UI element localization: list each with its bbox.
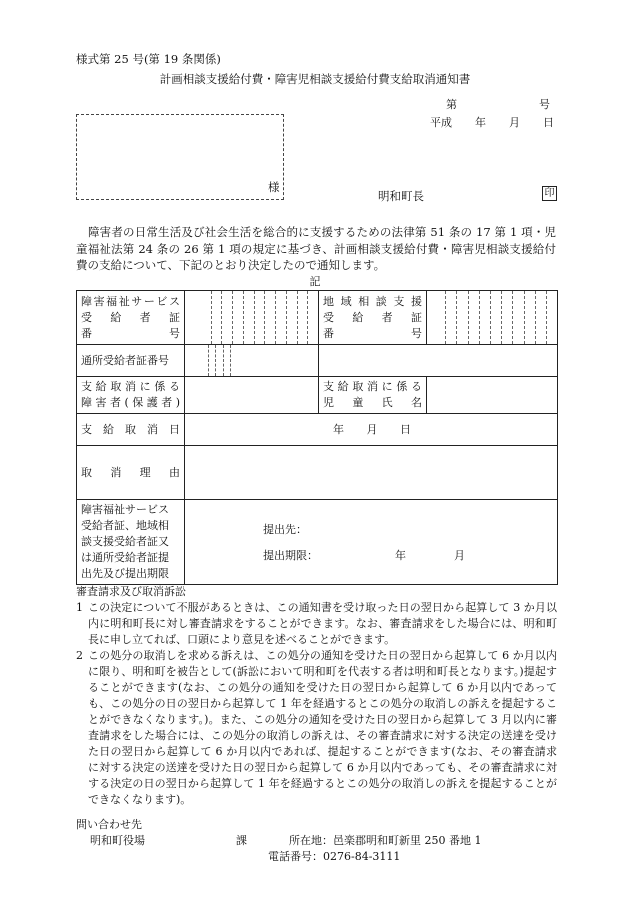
- review-item-1: [76, 600, 557, 648]
- child-label: 支給取消に係る 児童氏名: [319, 377, 427, 414]
- submit-label: 障害福祉サービス 受給者証、地域相 談支援受給者証又 は通所受給者証提 出先及び提出期限: [77, 500, 185, 585]
- review-item-2-text: この処分の取消しを求める訴えは、この処分の通知を受けた日の翌日から起算して 6 か月以内に限り、明和町を被告として(訴訟において明和町を代表する者は明和町長となります。)提起することができます(なお、この処分の通知を受けた日の翌日から起算して 6 か月以内であっても、この処分の日の翌日から起算して 1 年を経過するとこの処分の取消しの訴えを提起することができなくなります。)。また、この処分の通知を受けた日の翌日から起算して 3 月以内に審査請求をした場合には、この処分の取消しの訴えは、その審査請求に対する決定の送達を受けた日の翌日から起算して 6 か月以内であれば、提起することができます(なお、その審査請求に対する決定の送達を受けた日の翌日から起算して 6 か月以内であっても、その審査請求に対する決定の日の翌日から起算して 1 年を経過するとこの処分の取消しの訴えを提起することができなくなります)。: [88, 649, 557, 806]
- cancel-date-month: 月: [366, 422, 378, 436]
- inquiry-section: 課: [236, 834, 247, 847]
- review-item-2-number: 2: [76, 649, 83, 662]
- date-month: 月: [509, 116, 520, 129]
- commute-number-label: 通所受給者証番号: [77, 345, 185, 377]
- regional-number-label: 地域相談支援 受給者証 番号: [319, 291, 427, 345]
- details-table: [76, 290, 558, 585]
- date-day: 日: [543, 116, 554, 129]
- recipient-address-box[interactable]: [76, 114, 284, 200]
- issuer-title: 明和町長: [378, 189, 424, 203]
- cancel-date-field[interactable]: [185, 414, 558, 446]
- submit-to-label: 提出先：: [263, 523, 307, 536]
- inquiry-heading: 問い合わせ先: [76, 818, 142, 831]
- table-row: [77, 446, 558, 500]
- welfare-number-label: 障害福祉サービス 受給者証 番号: [77, 291, 185, 345]
- inquiry-phone: 電話番号：0276-84-3111: [268, 850, 401, 863]
- number-prefix: 第: [446, 98, 457, 111]
- intro-paragraph: 障害者の日常生活及び社会生活を総合的に支援するための法律第 51 条の 17 第 1 項・児童福祉法第 24 条の 26 第 1 項の規定に基づき、計画相談支援給付費・障害児相談支援給付費の支給について、下記のとおり決定したので通知します。: [76, 225, 556, 272]
- review-heading: 審査請求及び取消訴訟: [76, 585, 186, 598]
- seal-mark: 印: [542, 186, 557, 201]
- ki-heading: 記: [309, 275, 321, 288]
- submit-month: 月: [454, 549, 465, 562]
- reason-field[interactable]: [185, 446, 558, 500]
- date-era: 平成: [430, 116, 452, 129]
- submit-field[interactable]: [185, 500, 558, 585]
- review-item-1-number: 1: [76, 601, 83, 614]
- date-year: 年: [475, 116, 486, 129]
- submit-deadline-label: 提出期限：: [263, 549, 318, 562]
- child-name-field[interactable]: [427, 377, 558, 414]
- reason-label: 取消理由: [77, 446, 185, 500]
- submit-year: 年: [395, 549, 406, 562]
- review-item-1-text: この決定について不服があるときは、この通知書を受け取った日の翌日から起算して 3 か月以内に明和町長に対し審査請求をすることができます。なお、審査請求をした場合には、明和町長に申し立てれば、口頭により意見を述べることができます。: [88, 601, 557, 646]
- cancel-date-year: 年: [333, 422, 344, 436]
- cancel-date-day: 日: [400, 422, 411, 436]
- regional-number-field[interactable]: [427, 291, 558, 345]
- table-row: [77, 291, 558, 345]
- commute-blank: [319, 345, 558, 377]
- inquiry-address: 所在地：邑楽郡明和町新里 250 番地 1: [289, 834, 482, 847]
- table-row: [77, 377, 558, 414]
- table-row: [77, 500, 558, 585]
- review-item-2: [76, 648, 557, 808]
- inquiry-office: 明和町役場: [90, 834, 145, 847]
- number-suffix: 号: [539, 98, 550, 111]
- person-label: 支給取消に係る 障害者(保護者): [77, 377, 185, 414]
- table-row: [77, 345, 558, 377]
- submit-deadline-date: [395, 548, 465, 564]
- document-date: [430, 116, 554, 130]
- document-number: [446, 98, 550, 112]
- document-title: 計画相談支援給付費・障害児相談支援給付費支給取消通知書: [159, 72, 471, 86]
- cancel-date-label: 支給取消日: [77, 414, 185, 446]
- person-name-field[interactable]: [185, 377, 319, 414]
- form-number: 様式第 25 号(第 19 条関係): [76, 52, 221, 66]
- recipient-honorific: 様: [268, 180, 280, 194]
- commute-number-field[interactable]: [185, 345, 319, 377]
- welfare-number-field[interactable]: [185, 291, 319, 345]
- table-row: [77, 414, 558, 446]
